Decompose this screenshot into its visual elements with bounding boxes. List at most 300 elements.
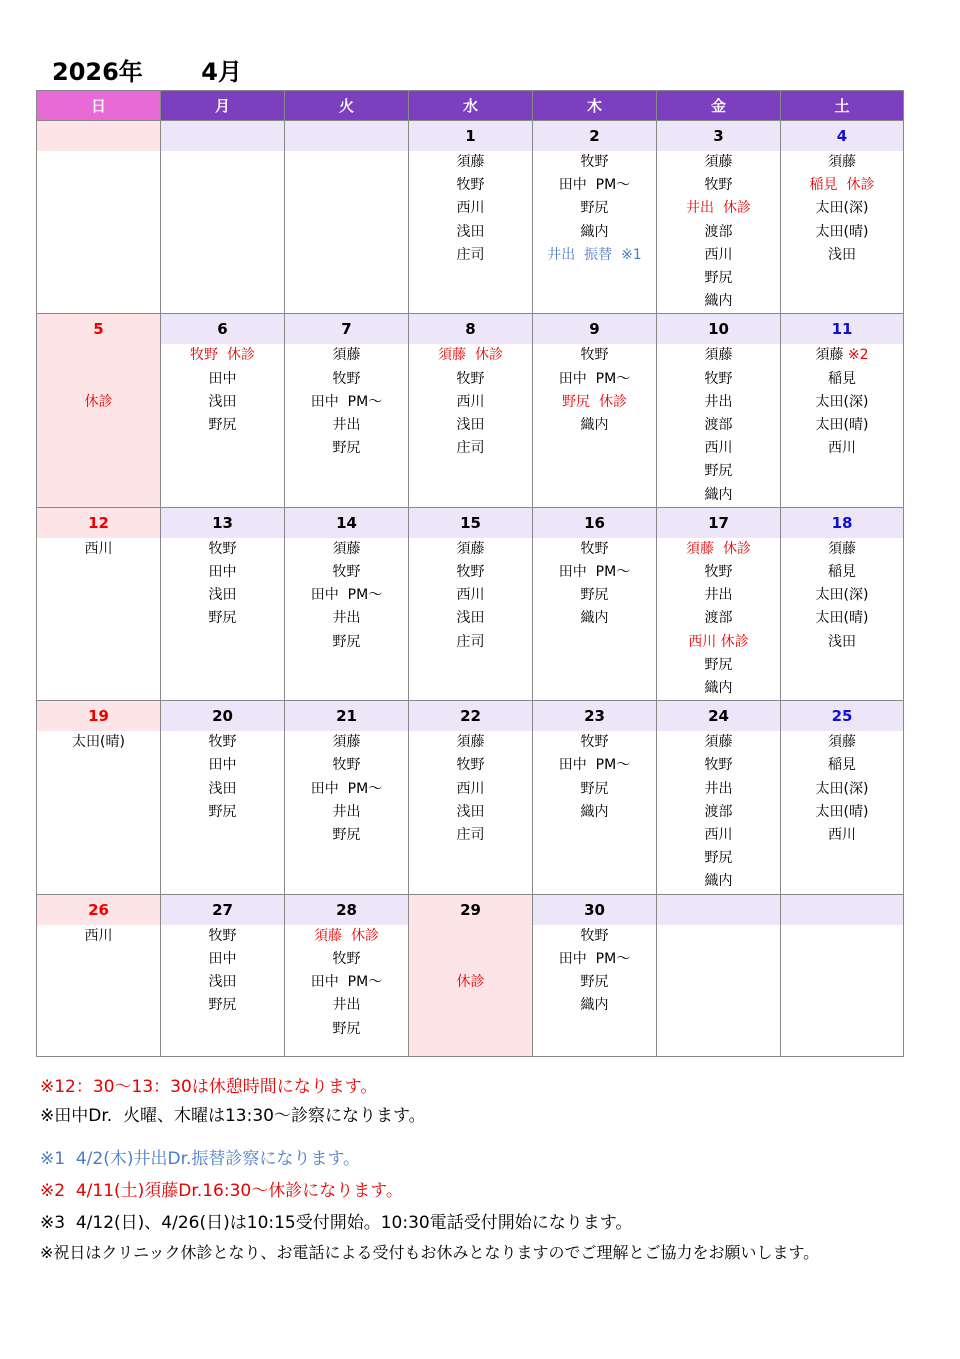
schedule-cell xyxy=(161,731,285,894)
doctor-name: 稲見 xyxy=(828,757,856,774)
date-cell xyxy=(657,894,781,925)
doctor-entry xyxy=(161,538,284,561)
date-cell: 16 xyxy=(533,507,657,538)
doctor-name: 牧野 xyxy=(208,734,237,751)
doctor-entry xyxy=(285,631,408,654)
doctor-name: 井出 xyxy=(332,803,361,820)
doctor-entry xyxy=(285,971,408,994)
doctor-entry xyxy=(781,437,903,460)
doctor-name: 織内 xyxy=(580,417,609,434)
doctor-name: 田中 PM〜 xyxy=(310,974,383,991)
doctor-name: 野尻 xyxy=(208,610,237,627)
doctor-name: 須藤 xyxy=(456,734,485,751)
doctor-name: 太田(深) xyxy=(815,393,869,410)
doctor-entry xyxy=(657,174,780,197)
weekday-thu: 木 xyxy=(533,91,657,121)
schedule-cell xyxy=(37,925,161,1057)
schedule-cell xyxy=(533,731,657,894)
doctor-entry xyxy=(285,344,408,367)
doctor-entry xyxy=(657,221,780,244)
doctor-entry xyxy=(161,754,284,777)
doctor-name: 野尻 xyxy=(704,656,733,673)
schedule-cell xyxy=(533,151,657,314)
schedule-cell xyxy=(37,538,161,701)
date-cell: 17 xyxy=(657,507,781,538)
doctor-name: 西川 xyxy=(704,246,733,263)
doctor-name: 牧野 xyxy=(456,564,485,581)
schedule-cell xyxy=(781,731,904,894)
doctor-name: 田中 PM〜 xyxy=(310,780,383,797)
doctor-name: 休診 xyxy=(456,974,485,991)
doctor-name: 野尻 xyxy=(580,200,609,217)
schedule-cell xyxy=(37,151,161,314)
doctor-entry xyxy=(285,538,408,561)
schedule-cell xyxy=(533,344,657,507)
doctor-name: 浅田 xyxy=(208,780,237,797)
date-cell: 11 xyxy=(781,314,904,345)
date-cell: 3 xyxy=(657,121,781,152)
doctor-name: 牧野 xyxy=(456,757,485,774)
doctor-name: 浅田 xyxy=(208,587,237,604)
schedule-row xyxy=(37,151,904,314)
doctor-entry xyxy=(37,344,160,367)
doctor-entry xyxy=(533,994,656,1017)
doctor-entry xyxy=(781,244,903,267)
schedule-cell xyxy=(657,151,781,314)
doctor-name: 田中 PM〜 xyxy=(310,587,383,604)
doctor-name: 田中 PM〜 xyxy=(558,950,631,967)
schedule-cell xyxy=(161,925,285,1057)
doctor-entry xyxy=(533,971,656,994)
schedule-cell xyxy=(657,731,781,894)
doctor-entry xyxy=(285,754,408,777)
doctor-name: 牧野 xyxy=(332,950,361,967)
doctor-entry xyxy=(285,368,408,391)
weekday-sat: 土 xyxy=(781,91,904,121)
doctor-entry xyxy=(781,778,903,801)
doctor-entry xyxy=(37,368,160,391)
doctor-entry xyxy=(657,801,780,824)
doctor-name: 井出 xyxy=(704,780,733,797)
date-cell: 7 xyxy=(285,314,409,345)
date-cell: 4 xyxy=(781,121,904,152)
doctor-name: 田中 PM〜 xyxy=(310,393,383,410)
doctor-name: 浅田 xyxy=(456,610,485,627)
schedule-cell xyxy=(781,151,904,314)
schedule-cell xyxy=(409,538,533,701)
doctor-entry xyxy=(409,731,532,754)
doctor-name: 牧野 xyxy=(580,927,609,944)
date-cell: 24 xyxy=(657,701,781,732)
doctor-name: 太田(深) xyxy=(815,587,869,604)
doctor-name: 田中 xyxy=(208,564,237,581)
doctor-entry xyxy=(781,538,903,561)
doctor-name: 田中 PM〜 xyxy=(558,564,631,581)
doctor-name: 田中 PM〜 xyxy=(558,370,631,387)
doctor-entry xyxy=(533,778,656,801)
doctor-name: 牧野 xyxy=(704,757,733,774)
doctor-name: 井出 xyxy=(332,997,361,1014)
doctor-name: 西川 xyxy=(84,540,113,557)
doctor-entry xyxy=(409,584,532,607)
doctor-name: 西川 xyxy=(704,827,733,844)
date-cell: 8 xyxy=(409,314,533,345)
doctor-entry xyxy=(533,584,656,607)
doctor-name: 野尻 xyxy=(332,827,361,844)
note-mark: ※2 xyxy=(847,347,869,364)
doctor-name: 渡部 xyxy=(704,223,733,240)
doctor-entry xyxy=(285,584,408,607)
date-cell: 22 xyxy=(409,701,533,732)
doctor-entry xyxy=(285,994,408,1017)
doctor-entry xyxy=(161,731,284,754)
doctor-entry xyxy=(781,174,903,197)
doctor-entry xyxy=(781,561,903,584)
doctor-name: 織内 xyxy=(580,803,609,820)
doctor-entry xyxy=(781,607,903,630)
schedule-cell xyxy=(285,538,409,701)
doctor-entry xyxy=(533,151,656,174)
doctor-name: 渡部 xyxy=(704,803,733,820)
doctor-name: 須藤 休診 xyxy=(438,347,503,364)
schedule-calendar xyxy=(36,90,904,1057)
doctor-entry xyxy=(409,778,532,801)
doctor-name: 田中 xyxy=(208,370,237,387)
doctor-name: 牧野 xyxy=(580,540,609,557)
doctor-name: 庄司 xyxy=(456,246,485,263)
doctor-name: 野尻 休診 xyxy=(562,393,627,410)
schedule-cell xyxy=(657,538,781,701)
doctor-entry xyxy=(285,607,408,630)
schedule-cell xyxy=(37,731,161,894)
date-cell: 30 xyxy=(533,894,657,925)
doctor-entry xyxy=(161,801,284,824)
doctor-name: 野尻 xyxy=(208,997,237,1014)
doctor-entry xyxy=(781,391,903,414)
doctor-name: 須藤 xyxy=(828,154,856,170)
doctor-name: 須藤 xyxy=(456,154,485,170)
date-cell xyxy=(781,894,904,925)
month-label: 4月 xyxy=(201,58,242,86)
doctor-name: 須藤 xyxy=(828,734,856,751)
doctor-entry xyxy=(657,561,780,584)
doctor-name: 野尻 xyxy=(580,974,609,991)
doctor-name xyxy=(468,928,472,944)
doctor-entry xyxy=(285,391,408,414)
doctor-entry xyxy=(657,437,780,460)
doctor-entry xyxy=(285,561,408,584)
doctor-name: 渡部 xyxy=(704,417,733,434)
doctor-name: 牧野 xyxy=(456,177,485,194)
doctor-name: 浅田 xyxy=(456,223,485,240)
doctor-name: 西川 xyxy=(456,200,485,217)
doctor-name: 須藤 xyxy=(332,347,361,364)
doctor-entry xyxy=(285,1018,408,1041)
date-row xyxy=(37,314,904,345)
doctor-entry xyxy=(37,925,160,948)
doctor-name: 牧野 xyxy=(208,540,237,557)
doctor-name: 太田(晴) xyxy=(72,734,125,751)
doctor-entry xyxy=(161,971,284,994)
schedule-cell xyxy=(781,344,904,507)
doctor-name: 西川 xyxy=(456,393,485,410)
doctor-name: 須藤 xyxy=(332,734,361,751)
date-cell: 1 xyxy=(409,121,533,152)
schedule-row xyxy=(37,925,904,1057)
doctor-entry xyxy=(657,244,780,267)
schedule-cell xyxy=(161,344,285,507)
weekday-mon: 月 xyxy=(161,91,285,121)
doctor-entry xyxy=(409,631,532,654)
doctor-name: 太田(晴) xyxy=(815,417,869,434)
date-row xyxy=(37,121,904,152)
doctor-entry xyxy=(657,368,780,391)
doctor-name: 牧野 xyxy=(208,927,237,944)
weekday-fri: 金 xyxy=(657,91,781,121)
calendar-title xyxy=(52,52,242,87)
doctor-name: 庄司 xyxy=(456,633,485,650)
doctor-name: 太田(晴) xyxy=(815,803,869,820)
doctor-name: 牧野 xyxy=(332,564,361,581)
date-cell: 9 xyxy=(533,314,657,345)
doctor-entry xyxy=(409,221,532,244)
doctor-entry xyxy=(161,561,284,584)
doctor-name: 牧野 xyxy=(332,757,361,774)
date-cell: 2 xyxy=(533,121,657,152)
doctor-entry xyxy=(533,561,656,584)
doctor-entry xyxy=(657,151,780,174)
date-cell: 10 xyxy=(657,314,781,345)
doctor-entry xyxy=(657,677,780,700)
doctor-entry xyxy=(37,538,160,561)
date-cell: 13 xyxy=(161,507,285,538)
doctor-entry xyxy=(161,368,284,391)
schedule-cell xyxy=(533,925,657,1057)
doctor-name: 牧野 休診 xyxy=(190,347,255,364)
schedule-cell xyxy=(657,925,781,1057)
doctor-entry xyxy=(285,948,408,971)
doctor-entry xyxy=(657,197,780,220)
doctor-name: 牧野 xyxy=(704,370,733,387)
doctor-name: 織内 xyxy=(704,873,733,890)
doctor-entry xyxy=(533,368,656,391)
footnote-line: ※2 4/11(土)須藤Dr.16:30〜休診になります。 xyxy=(40,1181,403,1201)
doctor-entry xyxy=(409,368,532,391)
doctor-entry xyxy=(285,731,408,754)
doctor-entry xyxy=(657,847,780,870)
doctor-entry xyxy=(285,778,408,801)
doctor-name: 太田(深) xyxy=(815,780,869,797)
doctor-name: 浅田 xyxy=(208,393,237,410)
doctor-name: 井出 振替 ※1 xyxy=(547,246,642,263)
footnote-line: ※3 4/12(日)、4/26(日)は10:15受付開始。10:30電話受付開始になります。 xyxy=(40,1213,633,1233)
doctor-name: 西川 xyxy=(828,827,856,844)
doctor-name xyxy=(468,951,472,967)
doctor-name: 井出 xyxy=(704,393,733,410)
doctor-entry xyxy=(533,414,656,437)
doctor-name: 田中 PM〜 xyxy=(558,757,631,774)
doctor-name: 西川 休診 xyxy=(688,633,749,650)
doctor-name: 須藤 xyxy=(332,540,361,557)
doctor-entry xyxy=(409,971,532,994)
schedule-cell xyxy=(161,151,285,314)
doctor-entry xyxy=(657,631,780,654)
doctor-name: 牧野 xyxy=(580,154,609,170)
date-cell xyxy=(285,121,409,152)
doctor-entry xyxy=(37,391,160,414)
doctor-entry xyxy=(533,538,656,561)
schedule-cell xyxy=(285,731,409,894)
schedule-row xyxy=(37,538,904,701)
doctor-entry xyxy=(657,607,780,630)
doctor-name: 野尻 xyxy=(208,417,237,434)
doctor-entry xyxy=(657,391,780,414)
schedule-cell xyxy=(161,538,285,701)
date-cell: 19 xyxy=(37,701,161,732)
doctor-name: 須藤 xyxy=(828,540,856,557)
doctor-entry xyxy=(409,151,532,174)
doctor-entry xyxy=(533,948,656,971)
doctor-name: 織内 xyxy=(704,486,733,503)
doctor-name: 田中 xyxy=(208,757,237,774)
schedule-cell xyxy=(409,151,533,314)
footnote-line: ※1 4/2(木)井出Dr.振替診察になります。 xyxy=(40,1149,361,1169)
doctor-entry xyxy=(781,824,903,847)
doctor-entry xyxy=(533,244,656,267)
date-row xyxy=(37,894,904,925)
doctor-name: 西川 xyxy=(84,927,113,944)
doctor-entry xyxy=(657,484,780,507)
doctor-name xyxy=(96,347,100,363)
date-cell: 14 xyxy=(285,507,409,538)
doctor-name: 庄司 xyxy=(456,827,485,844)
schedule-cell xyxy=(409,925,533,1057)
doctor-entry xyxy=(781,221,903,244)
doctor-entry xyxy=(533,607,656,630)
date-cell xyxy=(161,121,285,152)
doctor-name: 牧野 xyxy=(580,347,609,364)
schedule-row xyxy=(37,344,904,507)
doctor-entry xyxy=(657,414,780,437)
doctor-name: 織内 xyxy=(580,997,609,1014)
doctor-entry xyxy=(285,414,408,437)
doctor-entry xyxy=(409,391,532,414)
doctor-entry xyxy=(285,801,408,824)
doctor-name: 浅田 xyxy=(456,417,485,434)
date-cell: 15 xyxy=(409,507,533,538)
date-row xyxy=(37,701,904,732)
doctor-entry xyxy=(161,584,284,607)
doctor-name: 田中 xyxy=(208,950,237,967)
doctor-entry xyxy=(409,824,532,847)
doctor-entry xyxy=(161,925,284,948)
doctor-entry xyxy=(533,174,656,197)
doctor-entry xyxy=(161,391,284,414)
doctor-name: 野尻 xyxy=(332,1020,361,1037)
doctor-entry xyxy=(409,174,532,197)
doctor-name: 西川 xyxy=(456,780,485,797)
date-cell: 28 xyxy=(285,894,409,925)
doctor-entry xyxy=(781,197,903,220)
doctor-entry xyxy=(409,197,532,220)
date-cell: 20 xyxy=(161,701,285,732)
schedule-cell xyxy=(781,538,904,701)
doctor-entry xyxy=(409,607,532,630)
doctor-entry xyxy=(657,290,780,313)
doctor-entry xyxy=(409,437,532,460)
doctor-entry xyxy=(657,754,780,777)
doctor-entry xyxy=(533,754,656,777)
weekday-header xyxy=(37,91,904,121)
doctor-name: 織内 xyxy=(704,680,733,697)
schedule-cell xyxy=(657,344,781,507)
footnote-line: ※12：30〜13：30は休憩時間になります。 xyxy=(40,1077,378,1097)
date-cell: 12 xyxy=(37,507,161,538)
doctor-entry xyxy=(781,631,903,654)
doctor-name: 須藤 xyxy=(704,734,733,751)
doctor-name: 浅田 xyxy=(456,803,485,820)
doctor-name: 須藤 休診 xyxy=(686,540,751,557)
doctor-name: 井出 xyxy=(704,587,733,604)
date-cell: 5 xyxy=(37,314,161,345)
doctor-entry xyxy=(409,414,532,437)
doctor-name: 太田(晴) xyxy=(815,223,869,240)
schedule-cell xyxy=(533,538,657,701)
doctor-name: 須藤 休診 xyxy=(314,927,379,944)
doctor-name: 野尻 xyxy=(332,633,361,650)
doctor-entry xyxy=(161,607,284,630)
weekday-tue: 火 xyxy=(285,91,409,121)
doctor-entry xyxy=(533,731,656,754)
doctor-name: 休診 xyxy=(84,393,113,410)
doctor-entry xyxy=(285,925,408,948)
doctor-entry xyxy=(657,778,780,801)
date-cell: 26 xyxy=(37,894,161,925)
doctor-entry xyxy=(781,731,903,754)
doctor-name: 太田(深) xyxy=(815,200,869,217)
doctor-name: 西川 xyxy=(828,440,856,457)
doctor-name: 牧野 xyxy=(456,370,485,387)
date-cell: 27 xyxy=(161,894,285,925)
date-cell: 18 xyxy=(781,507,904,538)
doctor-name: 野尻 xyxy=(580,780,609,797)
doctor-entry xyxy=(533,925,656,948)
footnote-line: ※田中Dr. 火曜、木曜は13:30〜診察になります。 xyxy=(40,1106,426,1126)
doctor-entry xyxy=(657,584,780,607)
weekday-sun: 日 xyxy=(37,91,161,121)
doctor-entry xyxy=(161,948,284,971)
doctor-entry xyxy=(533,344,656,367)
schedule-cell xyxy=(781,925,904,1057)
schedule-cell xyxy=(285,151,409,314)
doctor-entry xyxy=(409,801,532,824)
date-cell: 29 xyxy=(409,894,533,925)
date-cell xyxy=(37,121,161,152)
schedule-cell xyxy=(285,925,409,1057)
doctor-entry xyxy=(533,197,656,220)
schedule-cell xyxy=(285,344,409,507)
doctor-entry xyxy=(657,344,780,367)
doctor-name: 野尻 xyxy=(332,440,361,457)
doctor-entry xyxy=(657,870,780,893)
doctor-entry xyxy=(781,584,903,607)
doctor-name: 織内 xyxy=(580,610,609,627)
doctor-entry xyxy=(37,731,160,754)
doctor-name: 田中 PM〜 xyxy=(558,177,631,194)
doctor-entry xyxy=(781,368,903,391)
footnote-line: ※祝日はクリニック休診となり、お電話による受付もお休みとなりますのでご理解とご協力をお願いします。 xyxy=(40,1243,820,1262)
doctor-entry xyxy=(161,778,284,801)
